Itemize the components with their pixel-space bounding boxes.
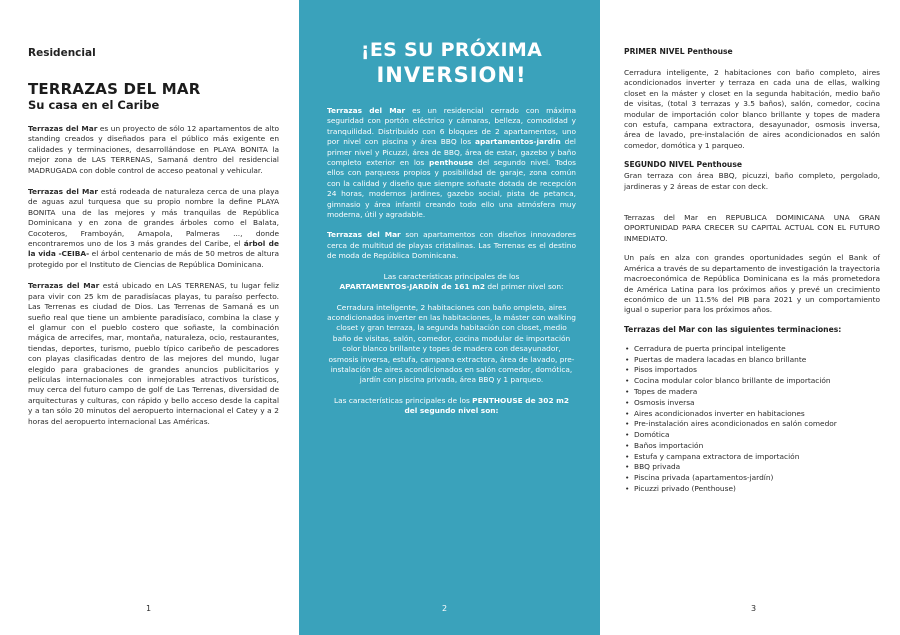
brand-name: Terrazas del Mar xyxy=(28,281,100,291)
location-paragraph xyxy=(28,281,279,427)
list-item: • Estufa y campana extractora de importación xyxy=(624,452,880,463)
finishes-heading: Terrazas del Mar con las siguientes terminaciones: xyxy=(624,324,842,334)
page-subtitle: Su casa en el Caribe xyxy=(28,98,160,112)
page-1 xyxy=(0,0,299,635)
page-title: TERRAZAS DEL MAR xyxy=(28,80,201,98)
residential-text-2: del primer nivel y Picuzzi, área de BBQ, área de estar, gazebo y baño completo exterior en los xyxy=(327,137,576,168)
opportunity-paragraph: Terrazas del Mar en REPUBLICA DOMINICANA UNA GRAN OPORTUNIDAD PARA CRECER SU CAPITAL ACTUAL CON EL FUTURO INMEDIATO. xyxy=(624,213,880,243)
page-3 xyxy=(600,0,900,635)
list-item: • BBQ privada xyxy=(624,462,880,473)
list-item: • Cocina modular color blanco brillante de importación xyxy=(624,376,880,387)
page-number: 2 xyxy=(442,604,448,613)
list-item: • Osmosis inversa xyxy=(624,398,880,409)
design-text: son apartamentos con diseños innovadores cerca de multitud de playas cristalinas. Las Terrenas es el destino de moda de República Dominicana. xyxy=(327,230,576,261)
page-2 xyxy=(299,0,600,635)
nature-text-1: está rodeada de naturaleza cerca de una playa de aguas azul turquesa que su propio nombre la define PLAYA BONITA una de las mejores y más tranquilas de República Dominicana y en zona de grandes árboles como el Balata, Cocoteros, Framboyán, Amapola, Palmeras ..., donde encontraremos uno de los 3 más grandes del Caribe, el xyxy=(28,187,279,249)
list-item: • Baños importación xyxy=(624,441,880,452)
penthouse-highlight: penthouse xyxy=(429,158,474,168)
list-item: • Cerradura de puerta principal inteligente xyxy=(624,344,880,355)
list-item: • Pre-instalación aires acondicionados en salón comedor xyxy=(624,419,880,430)
first-level-heading: PRIMER NIVEL Penthouse xyxy=(624,47,733,56)
brand-name: Terrazas del Mar xyxy=(327,106,406,115)
penthouse-intro-text: Las características principales de los xyxy=(334,395,473,405)
location-text: está ubicado en LAS TERRENAS, tu lugar feliz para vivir con 25 km de paradisíacas playas, tu paraíso perfecto. Las Terrenas es ciudad de Dios. Las Terrenas de Samaná es un sueño real que tiene un ambiente paradisíaco, combina la clase y el glamur con el pueblo costero que soñaste, la combinación mágica de arrecifes, mar, montaña, naturaleza, ocio, restaurantes, tiendas, deportes, turismo, pueblo típico caribeño de pescadores con playas clasificadas dentro de las mejores del mundo, lugar elegido para grabaciones de grandes anuncios publicitarios y películas internacionales con inmejorables atractivos turísticos, muy cerca del futuro campo de golf de Las Terrenas, diversidad de arquitecturas y culturas, con rápido y bello acceso desde la capital y a tan sólo 20 minutos del aeropuerto internacional el Catey y a 2 horas del aeropuerto internacional Las Américas. xyxy=(28,281,279,426)
list-item: • Pisos importados xyxy=(624,365,880,376)
intro-paragraph xyxy=(28,124,279,176)
economy-paragraph: Un país en alza con grandes oportunidades según el Bank of América a través de su departamento de investigación la trayectoria macroeconómica de República Dominicana es la más prometedora de América Latina para los próximos años y prevé un crecimiento económico de un 11.5% del PIB para 2021 y un comportamiento igual o superior para los próximos años. xyxy=(624,253,880,315)
design-paragraph xyxy=(327,230,576,261)
first-level-text: Cerradura inteligente, 2 habitaciones con baño completo, aires acondicionados inverter y terraza en cada una de ellas, walking closet en la máster y closet en la segunda habitación, medio baño de visitas, (total 3 terrazas y 3.5 baños), salón, comedor, cocina modular de importación color blanco brillante y topes de madera con estufa, campana extractora, desayunador, osmosis inversa, área de lavado, pre-instalación de aires acondicionados en salón comedor, domótica y 1 parqueo. xyxy=(624,68,880,150)
list-item: • Topes de madera xyxy=(624,387,880,398)
penthouse-features-intro xyxy=(327,396,576,417)
garden-intro-text-2: del primer nivel son: xyxy=(485,282,564,292)
residential-text-1: es un residencial cerrado con máxima seguridad con portón eléctrico y cámaras, belleza, comodidad y tranquilidad. Distribuido con 6 bloques de 2 apartamentos, uno por nivel con piscina y área BBQ los xyxy=(327,106,576,147)
hero-line-1: ¡ES SU PRÓXIMA xyxy=(360,39,543,61)
kicker-residencial: Residencial xyxy=(28,47,96,59)
second-level-heading: SEGUNDO NIVEL Penthouse xyxy=(624,160,742,170)
garden-features-list: Cerradura inteligente, 2 habitaciones con baño ompleto, aires acondicionados inverter en las habitaciones, la máster con walking closet y gran terraza, la segunda habitación con closet, medio baño de visitas, salón, comedor, cocina modular de importación color blanco brillante y topes de madera con desayunador, osmosis inversa, estufa, campana extractora, área de lavado, pre-instalación de aires acondicionados en salón comedor, domótica, jardín con piscina privada, área BBQ y 1 parqueo. xyxy=(327,302,576,385)
list-item: • Aires acondicionados inverter en habitaciones xyxy=(624,409,880,420)
apartments-garden-highlight: apartamentos-jardín xyxy=(475,137,561,147)
garden-intro-text-1: Las características principales de los xyxy=(383,271,520,281)
brand-name: Terrazas del Mar xyxy=(28,187,98,197)
second-level-text: Gran terraza con área BBQ, picuzzi, baño completo, pergolado, jardineras y 2 áreas de estar con deck. xyxy=(624,171,880,191)
list-item: • Puertas de madera lacadas en blanco brillante xyxy=(624,355,880,366)
garden-size-highlight: APARTAMENTOS-JARDÍN de 161 m2 xyxy=(339,282,486,292)
spacer xyxy=(624,201,880,213)
brand-name: Terrazas del Mar xyxy=(28,124,98,133)
page-number: 3 xyxy=(751,604,757,613)
hero-line-2: INVERSION! xyxy=(376,63,527,87)
residential-paragraph xyxy=(327,106,576,220)
list-item: • Piscina privada (apartamentos-jardín) xyxy=(624,473,880,484)
hero-heading xyxy=(327,38,576,88)
list-item: • Picuzzi privado (Penthouse) xyxy=(624,484,880,495)
ceiba-highlight: árbol de la vida -CEIBA- xyxy=(28,239,279,259)
residential-text-3: del segundo nivel. Todos ellos con parqueos propios y posibilidad de garaje, zona común con la calidad y diseño que siempre soñaste dotada de recepción 24 horas, modernos jardines, gazebo social, pista de petanca, gimnasio y área infantil creando todo ello una atmósfera muy moderna, útil y agradable. xyxy=(327,158,576,220)
finishes-list xyxy=(624,344,880,495)
page-number: 1 xyxy=(146,604,152,613)
intro-text: es un proyecto de sólo 12 apartamentos de alto standing creados y diseñados para el público más exigente en calidades y terminaciones, desarrollándose en PLAYA BONITA la mejor zona de LAS TERRENAS, Samaná dentro del residencial MADRUGADA con doble control de acceso peatonal y vehicular. xyxy=(28,124,279,175)
garden-features-intro xyxy=(327,272,576,293)
nature-paragraph xyxy=(28,187,279,270)
penthouse-size-highlight: PENTHOUSE de 302 m2 del segundo nivel son: xyxy=(404,395,569,416)
brand-name: Terrazas del Mar xyxy=(327,230,401,240)
nature-text-2: el árbol centenario de más de 50 metros de altura protegido por el Instituto de Ciencias de República Dominicana. xyxy=(28,249,279,269)
list-item: • Domótica xyxy=(624,430,880,441)
